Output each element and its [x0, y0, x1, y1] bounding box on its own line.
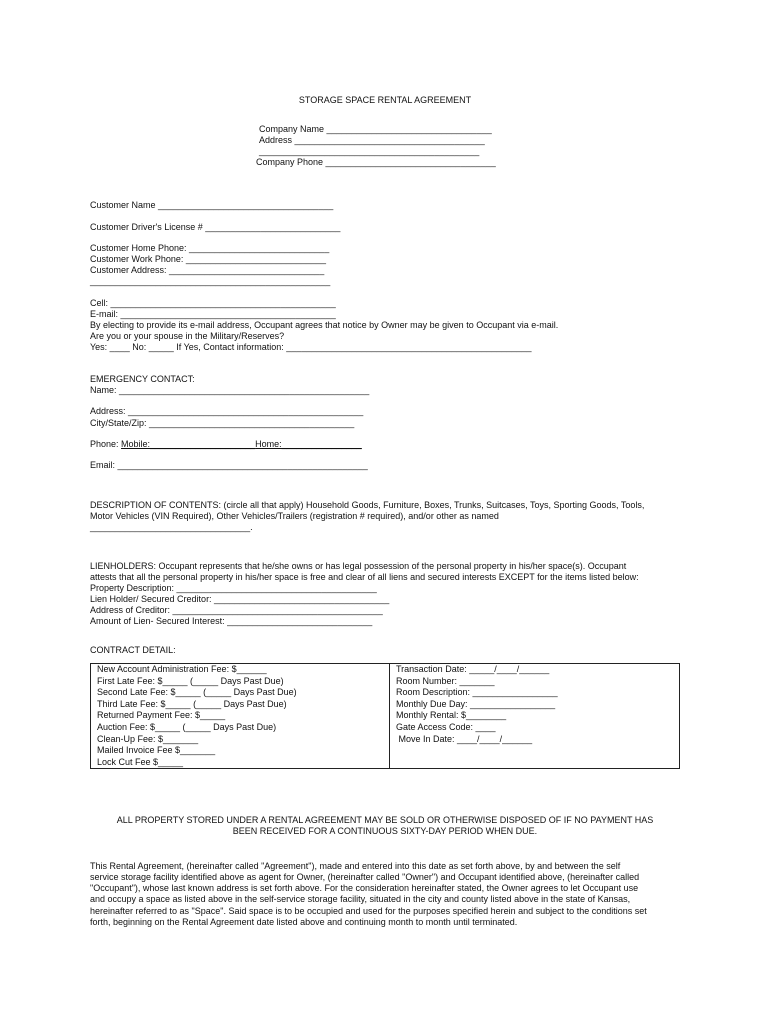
contract-gate-access-code[interactable]: Gate Access Code: ____	[390, 722, 680, 734]
agreement-text-line: "Occupant"), whose last known address is set forth above. For the consideration hereinafter stated, the Owner agrees to let Occupant use	[90, 883, 639, 893]
company-address-line2-field[interactable]: ____________________________________________	[259, 146, 480, 156]
table-row	[91, 722, 680, 734]
warning-text-line2: BEEN RECEIVED FOR A CONTINUOUS SIXTY-DAY PERIOD WHEN DUE.	[232, 826, 538, 836]
contract-empty-cell	[390, 745, 680, 757]
table-row	[91, 757, 680, 769]
contract-third-late-fee[interactable]: Third Late Fee: $_____ (_____ Days Past Due)	[91, 699, 390, 711]
email-notice-text: By electing to provide its e-mail address, Occupant agrees that notice by Owner may be given to Occupant via e-mail.	[90, 320, 559, 330]
creditor-address-field[interactable]: Address of Creditor: __________________________________________	[90, 605, 383, 615]
contract-second-late-fee[interactable]: Second Late Fee: $_____ (_____ Days Past Due)	[91, 687, 390, 699]
customer-home-phone-field[interactable]: Customer Home Phone: ____________________________	[90, 243, 330, 253]
contract-room-description[interactable]: Room Description: _________________	[390, 687, 680, 699]
contract-monthly-due-day[interactable]: Monthly Due Day: _________________	[390, 699, 680, 711]
contents-description-line2: Motor Vehicles (VIN Required), Other Vehicles/Trailers (registration # required), and/or other as named	[90, 511, 499, 521]
table-row	[91, 734, 680, 746]
emergency-name-field[interactable]: Name: __________________________________________________	[90, 385, 370, 395]
customer-license-field[interactable]: Customer Driver's License # ___________________________	[90, 222, 341, 232]
contents-description-line1: DESCRIPTION OF CONTENTS: (circle all that apply) Household Goods, Furniture, Boxes, Trunks, Suitcases, Toys, Sporting Goods, Tools,	[90, 500, 645, 510]
contract-mailed-invoice-fee[interactable]: Mailed Invoice Fee $_______	[91, 745, 390, 757]
customer-name-field[interactable]: Customer Name ___________________________________	[90, 200, 334, 210]
emergency-home-field[interactable]: Home:________________	[255, 439, 362, 449]
table-row	[91, 699, 680, 711]
agreement-text-line: hereinafter referred to as "Space". Said space is to be occupied and used for the purposes specified herein and subject to the conditions set	[90, 906, 647, 916]
company-phone-field[interactable]: Company Phone __________________________________	[256, 157, 496, 167]
emergency-phone-label: Phone:	[90, 439, 122, 449]
property-description-field[interactable]: Property Description: ________________________________________	[90, 583, 377, 593]
customer-cell-field[interactable]: Cell: _____________________________________________	[90, 298, 336, 308]
emergency-phone-row	[90, 439, 362, 450]
contract-monthly-rental[interactable]: Monthly Rental: $________	[390, 710, 680, 722]
company-address-field[interactable]: Address ______________________________________	[259, 135, 485, 145]
contents-other-field[interactable]: ________________________________.	[90, 522, 253, 532]
agreement-text-line: service storage facility identified above as agent for Owner, (hereinafter called "Owner") and Occupant identified above, (hereinafter called	[90, 872, 640, 882]
table-row	[91, 687, 680, 699]
document-title: STORAGE SPACE RENTAL AGREEMENT	[298, 95, 472, 105]
emergency-mobile-field[interactable]: Mobile:_____________________	[121, 439, 256, 449]
table-row	[91, 664, 680, 676]
contract-returned-payment-fee[interactable]: Returned Payment Fee: $_____	[91, 710, 390, 722]
company-name-field[interactable]: Company Name _________________________________	[259, 124, 492, 134]
emergency-contact-heading: EMERGENCY CONTACT:	[90, 374, 195, 384]
lienholders-text-line1: LIENHOLDERS: Occupant represents that he/she owns or has legal possession of the personal property in his/her space(s). Occupant	[90, 561, 627, 571]
agreement-text-line: forth, beginning on the Rental Agreement date listed above and continuing month to month until terminated.	[90, 917, 518, 927]
table-row	[91, 676, 680, 688]
customer-work-phone-field[interactable]: Customer Work Phone: ____________________________	[90, 254, 327, 264]
customer-address-line2-field[interactable]: ________________________________________________	[90, 276, 331, 286]
military-question-text: Are you or your spouse in the Military/Reserves?	[90, 331, 285, 341]
contract-first-late-fee[interactable]: First Late Fee: $_____ (_____ Days Past Due)	[91, 676, 390, 688]
military-answer-field[interactable]: Yes: ____ No: _____ If Yes, Contact information: _________________________________________________	[90, 342, 532, 352]
table-row	[91, 710, 680, 722]
contract-move-in-date[interactable]: Move In Date: ____/____/______	[390, 734, 680, 746]
emergency-email-field[interactable]: Email: __________________________________________________	[90, 460, 368, 470]
warning-text-line1: ALL PROPERTY STORED UNDER A RENTAL AGREEMENT MAY BE SOLD OR OTHERWISE DISPOSED OF IF NO PAYMENT HAS	[116, 815, 654, 825]
customer-address-field[interactable]: Customer Address: _______________________________	[90, 265, 325, 275]
agreement-text-line: This Rental Agreement, (hereinafter called "Agreement"), made and entered into this date as set forth above, by and between the self	[90, 861, 621, 871]
emergency-city-field[interactable]: City/State/Zip: _________________________________________	[90, 418, 355, 428]
contract-auction-fee[interactable]: Auction Fee: $_____ (_____ Days Past Due)	[91, 722, 390, 734]
contract-transaction-date[interactable]: Transaction Date: _____/____/______	[390, 664, 680, 676]
contract-cleanup-fee[interactable]: Clean-Up Fee: $_______	[91, 734, 390, 746]
lien-holder-field[interactable]: Lien Holder/ Secured Creditor: ___________________________________	[90, 594, 390, 604]
emergency-address-field[interactable]: Address: _______________________________________________	[90, 406, 364, 416]
contract-empty-cell	[390, 757, 680, 769]
contract-room-number[interactable]: Room Number: _______	[390, 676, 680, 688]
contract-detail-heading: CONTRACT DETAIL:	[90, 645, 176, 655]
lien-amount-field[interactable]: Amount of Lien- Secured Interest: _____________________________	[90, 616, 373, 626]
customer-email-field[interactable]: E-mail: ___________________________________________	[90, 309, 336, 319]
lienholders-text-line2: attests that all the personal property in his/her space is free and clear of all liens and secured interests EXCEPT for the items listed below:	[90, 572, 639, 582]
contract-detail-table	[90, 663, 680, 769]
contract-lock-cut-fee[interactable]: Lock Cut Fee $_____	[91, 757, 390, 769]
agreement-text-line: and occupy a space as listed above in the self-service storage facility, situated in the city and county listed above in the state of Kansas,	[90, 894, 631, 904]
contract-admin-fee[interactable]: New Account Administration Fee: $______	[91, 664, 390, 676]
table-row	[91, 745, 680, 757]
